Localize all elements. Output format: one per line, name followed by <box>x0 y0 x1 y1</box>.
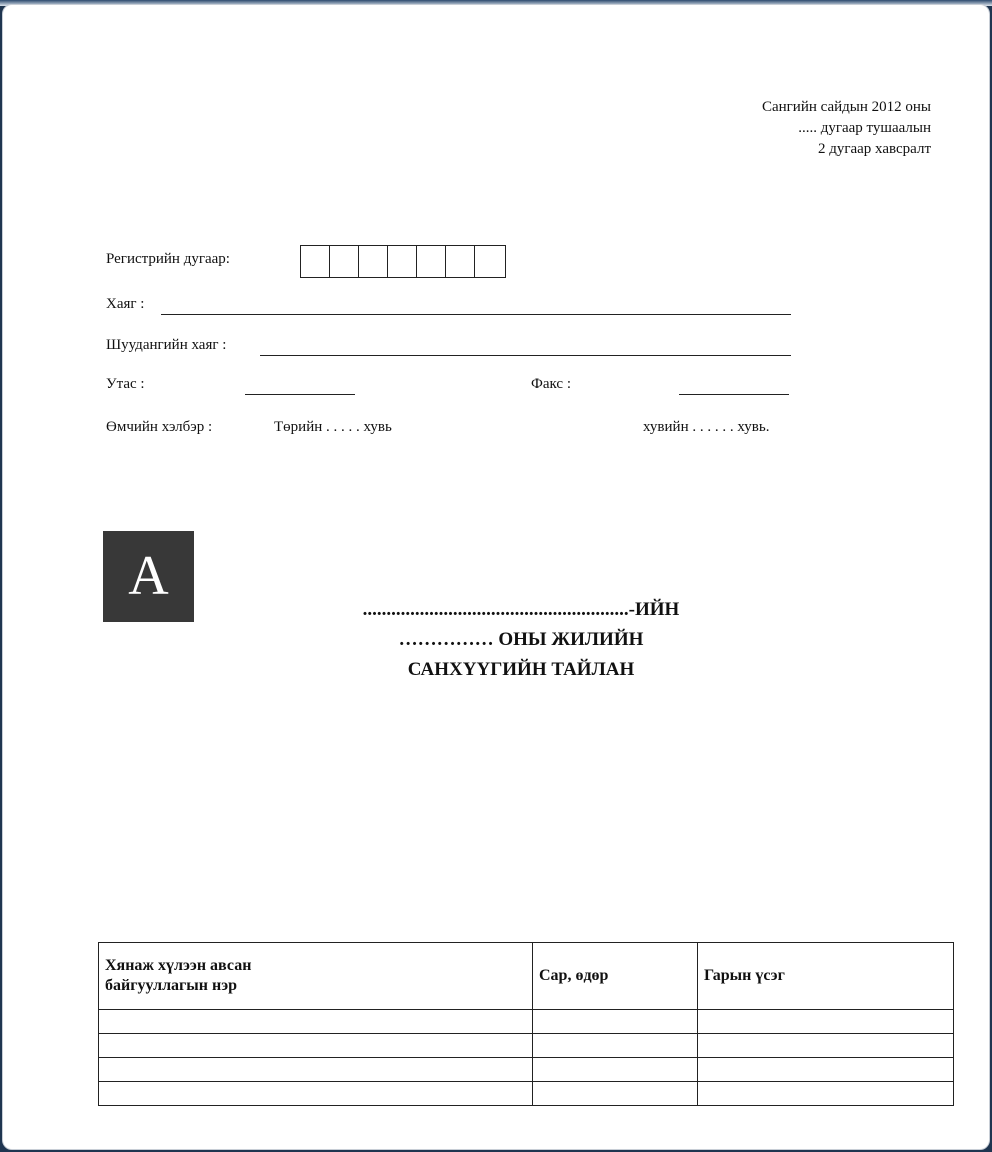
header-date: Сар, өдөр <box>533 943 698 1010</box>
postal-address-field-line[interactable] <box>260 355 791 356</box>
state-share-text: Төрийн . . . . . хувь <box>274 419 392 435</box>
registration-label: Регистрийн дугаар: <box>106 251 230 267</box>
table-cell-signature[interactable] <box>698 1010 954 1034</box>
title-line-3: САНХҮҮГИЙН ТАЙЛАН <box>407 659 635 680</box>
registration-digit-box[interactable] <box>330 246 359 277</box>
table-cell-organization[interactable] <box>99 1010 533 1034</box>
registration-digit-box[interactable] <box>359 246 388 277</box>
phone-field-line[interactable] <box>245 394 355 395</box>
review-table <box>98 942 954 1106</box>
table-cell-date[interactable] <box>533 1082 698 1106</box>
table-row <box>99 1082 954 1106</box>
decree-reference <box>762 97 931 160</box>
document-page <box>2 4 990 1150</box>
table-cell-signature[interactable] <box>698 1034 954 1058</box>
address-field-line[interactable] <box>161 314 791 315</box>
table-row <box>99 1058 954 1082</box>
registration-number-boxes[interactable] <box>300 245 506 278</box>
table-row <box>99 1034 954 1058</box>
registration-digit-box[interactable] <box>417 246 446 277</box>
header-org-line-1: Хянаж хүлээн авсан <box>105 957 252 974</box>
table-cell-signature[interactable] <box>698 1058 954 1082</box>
decree-line-3: 2 дугаар хавсралт <box>817 141 931 157</box>
table-cell-organization[interactable] <box>99 1082 533 1106</box>
title-line-1: ........................................................-ИЙН <box>362 599 680 620</box>
private-share-text: хувийн . . . . . . хувь. <box>643 419 770 435</box>
form-a-badge: A <box>103 531 194 622</box>
header-signature: Гарын үсэг <box>698 943 954 1010</box>
table-cell-organization[interactable] <box>99 1034 533 1058</box>
decree-line-2: ..... дугаар тушаалын <box>798 120 931 136</box>
header-reviewing-organization <box>99 943 533 1010</box>
decree-line-1: Сангийн сайдын 2012 оны <box>761 99 931 115</box>
table-cell-date[interactable] <box>533 1010 698 1034</box>
registration-digit-box[interactable] <box>301 246 330 277</box>
ownership-label: Өмчийн хэлбэр : <box>106 419 213 435</box>
review-table-header <box>99 943 954 1010</box>
table-row <box>99 1010 954 1034</box>
table-cell-date[interactable] <box>533 1034 698 1058</box>
fax-label: Факс : <box>531 376 571 392</box>
header-org-line-2: байгууллагын нэр <box>105 977 238 994</box>
fax-field-line[interactable] <box>679 394 789 395</box>
title-line-2: …………… ОНЫ ЖИЛИЙН <box>398 629 644 650</box>
table-cell-date[interactable] <box>533 1058 698 1082</box>
registration-digit-box[interactable] <box>475 246 505 277</box>
postal-address-label: Шуудангийн хаяг : <box>106 337 227 353</box>
address-label: Хаяг : <box>106 296 145 312</box>
registration-digit-box[interactable] <box>446 246 475 277</box>
table-cell-organization[interactable] <box>99 1058 533 1082</box>
registration-digit-box[interactable] <box>388 246 417 277</box>
table-cell-signature[interactable] <box>698 1082 954 1106</box>
phone-label: Утас : <box>106 376 145 392</box>
